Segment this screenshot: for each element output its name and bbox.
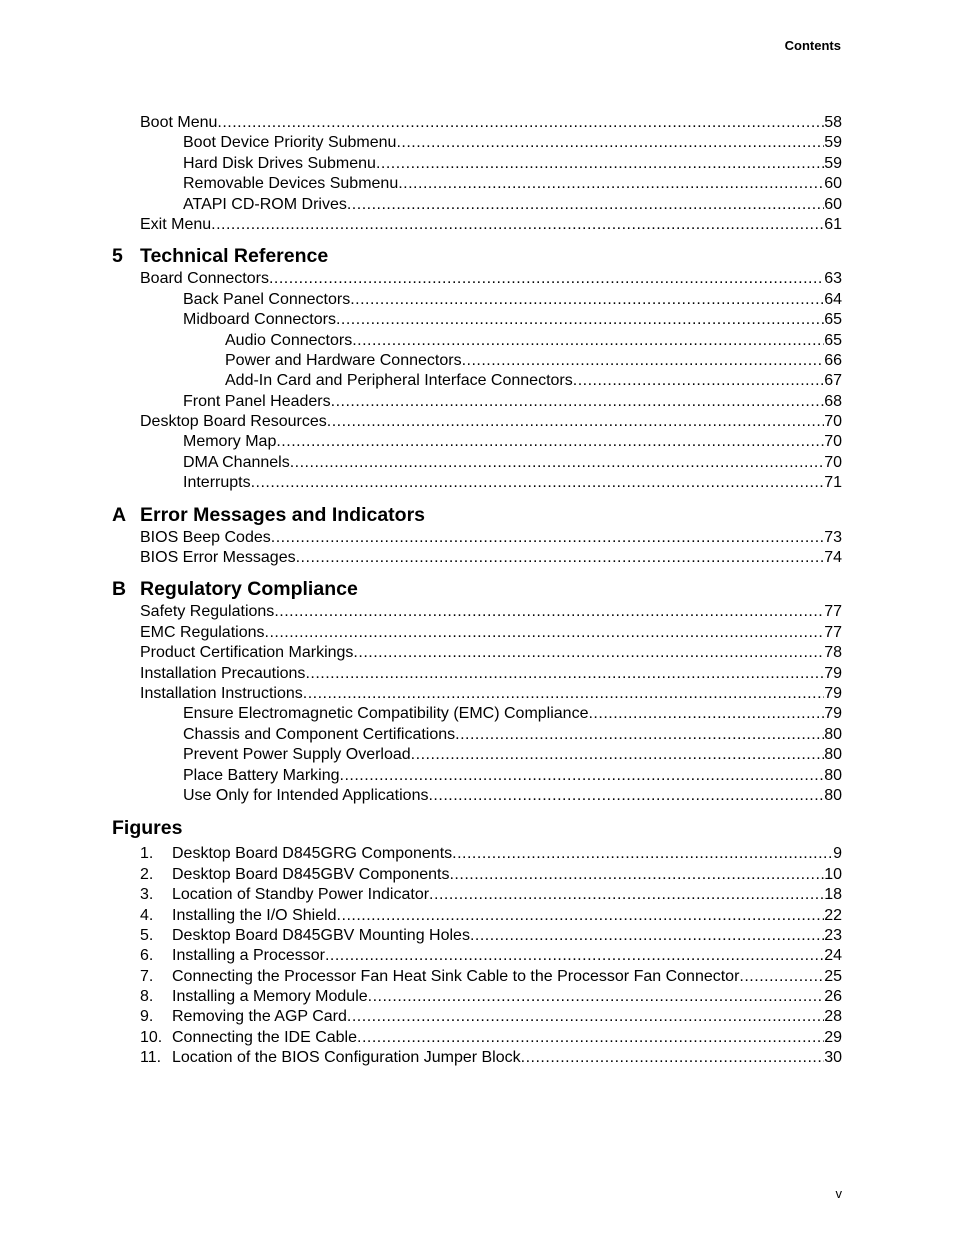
toc-entry[interactable] [112, 154, 842, 174]
toc-entry-page: 61 [824, 215, 842, 233]
toc-entry-title: Audio Connectors [225, 331, 353, 349]
dot-leader [428, 786, 824, 806]
figure-entry[interactable] [112, 865, 842, 885]
figure-entry[interactable] [112, 1007, 842, 1027]
figure-number: 4. [140, 906, 154, 924]
toc-entry-page: 65 [824, 311, 842, 329]
toc-entry-page: 64 [824, 290, 842, 308]
toc-entry[interactable] [112, 664, 842, 684]
toc-entry-title: Ensure Electromagnetic Compatibility (EMC) Compliance [183, 705, 589, 723]
figure-page: 24 [824, 947, 842, 965]
dot-leader [303, 684, 824, 704]
toc-entry-title: Place Battery Marking [183, 766, 340, 784]
toc-entry[interactable] [112, 392, 842, 412]
toc-entry[interactable] [112, 371, 842, 391]
figure-title: Desktop Board D845GRG Components [172, 845, 453, 863]
toc-entry-title: Hard Disk Drives Submenu [183, 154, 376, 172]
figure-entry[interactable] [112, 844, 842, 864]
toc-entry[interactable] [112, 623, 842, 643]
dot-leader [327, 412, 824, 432]
dot-leader [217, 113, 824, 133]
dot-leader [305, 664, 824, 684]
chapter-heading[interactable] [112, 503, 842, 527]
figure-page: 10 [824, 865, 842, 883]
toc-entry[interactable] [112, 351, 842, 371]
toc-entry-page: 67 [824, 372, 842, 390]
toc-entry-title: Front Panel Headers [183, 392, 331, 410]
toc-entry-title: Midboard Connectors [183, 311, 336, 329]
toc-entry-title: Use Only for Intended Applications [183, 786, 429, 804]
dot-leader [276, 432, 824, 452]
dot-leader [290, 453, 824, 473]
figure-number: 3. [140, 886, 154, 904]
toc-entry-page: 65 [824, 331, 842, 349]
chapter-number: A [112, 503, 127, 526]
toc-entry-title: Boot Device Priority Submenu [183, 134, 397, 152]
figure-page: 22 [824, 906, 842, 924]
figure-title: Location of the BIOS Configuration Jumper Block [172, 1049, 521, 1067]
toc-entry-page: 77 [824, 623, 842, 641]
toc-entry-page: 63 [824, 270, 842, 288]
toc-entry-title: BIOS Error Messages [140, 549, 296, 567]
toc-entry[interactable] [112, 725, 842, 745]
toc-entry[interactable] [112, 643, 842, 663]
figure-page: 28 [824, 1008, 842, 1026]
figure-page: 29 [824, 1028, 842, 1046]
toc-entry[interactable] [112, 290, 842, 310]
figure-number: 5. [140, 926, 154, 944]
toc-entry-title: Back Panel Connectors [183, 290, 351, 308]
toc-entry-page: 58 [824, 114, 842, 131]
figure-entry[interactable] [112, 1028, 842, 1048]
dot-leader [452, 844, 833, 864]
dot-leader [462, 351, 825, 371]
dot-leader [211, 215, 824, 235]
dot-leader [340, 766, 825, 786]
toc-entry[interactable] [112, 766, 842, 786]
toc-entry-title: Removable Devices Submenu [183, 175, 399, 193]
toc-entry-title: Boot Menu [140, 114, 218, 131]
dot-leader [251, 473, 825, 493]
dot-leader [429, 885, 824, 905]
toc-entry-page: 66 [824, 351, 842, 369]
figure-title: Installing a Processor [172, 947, 325, 965]
dot-leader [521, 1048, 825, 1068]
figure-page: 18 [824, 886, 842, 904]
dot-leader [588, 704, 824, 724]
toc-entry-page: 60 [824, 175, 842, 193]
figure-title: Location of Standby Power Indicator [172, 886, 430, 904]
toc-entry[interactable] [112, 684, 842, 704]
toc-entry[interactable] [112, 786, 842, 806]
dot-leader [269, 269, 824, 289]
toc-entry-title: Interrupts [183, 474, 251, 492]
figure-entry[interactable] [112, 1048, 842, 1068]
toc-entry-page: 80 [824, 725, 842, 743]
dot-leader [336, 310, 824, 330]
toc-entry-page: 80 [824, 746, 842, 764]
dot-leader [265, 623, 825, 643]
toc-entry-page: 70 [824, 433, 842, 451]
toc-entry-page: 79 [824, 684, 842, 702]
page-number: v [835, 1186, 842, 1201]
dot-leader [573, 371, 824, 391]
toc-entry[interactable] [112, 704, 842, 724]
dot-leader [352, 331, 824, 351]
toc-entry[interactable] [112, 113, 842, 133]
chapter-heading[interactable] [112, 577, 842, 601]
dot-leader [331, 392, 825, 412]
toc-entry[interactable] [112, 745, 842, 765]
dot-leader [739, 967, 824, 987]
dot-leader [396, 133, 824, 153]
dot-leader [368, 987, 825, 1007]
chapter-title: Regulatory Compliance [140, 578, 358, 601]
figure-number: 1. [140, 845, 154, 863]
dot-leader [411, 745, 825, 765]
figures-heading [112, 816, 842, 840]
figures-heading-title: Figures [112, 817, 183, 840]
toc-entry[interactable] [112, 453, 842, 473]
toc-entry-page: 78 [824, 644, 842, 662]
toc-entry[interactable] [112, 174, 842, 194]
toc-entry[interactable] [112, 269, 842, 289]
figure-entry[interactable] [112, 987, 842, 1007]
chapter-number: B [112, 578, 127, 601]
toc-entry-page: 70 [824, 413, 842, 431]
toc-entry-page: 74 [824, 549, 842, 567]
toc-entry-title: Chassis and Component Certifications [183, 725, 456, 743]
figure-title: Installing a Memory Module [172, 988, 368, 1006]
dot-leader [337, 906, 825, 926]
dot-leader [325, 946, 824, 966]
figure-number: 9. [140, 1008, 154, 1026]
figure-entry[interactable] [112, 885, 842, 905]
dot-leader [347, 1007, 824, 1027]
dot-leader [353, 643, 824, 663]
toc-entry[interactable] [112, 432, 842, 452]
toc-entry[interactable] [112, 548, 842, 568]
dot-leader [449, 865, 824, 885]
figure-page: 23 [824, 926, 842, 944]
toc-entry-page: 79 [824, 664, 842, 682]
toc-entry-title: EMC Regulations [140, 623, 265, 641]
chapter-number: 5 [112, 245, 123, 268]
toc-section-continued [112, 113, 842, 235]
toc-entry[interactable] [112, 331, 842, 351]
dot-leader [296, 548, 825, 568]
toc-entry-title: BIOS Beep Codes [140, 528, 271, 546]
toc-entry-page: 70 [824, 453, 842, 471]
chapter-title: Technical Reference [140, 245, 329, 268]
toc-entry-title: DMA Channels [183, 453, 290, 471]
table-of-contents [112, 113, 842, 1069]
dot-leader [376, 154, 824, 174]
running-header: Contents [784, 38, 841, 53]
toc-entry[interactable] [112, 528, 842, 548]
toc-entry-title: Add-In Card and Peripheral Interface Connectors [225, 372, 573, 390]
chapter-title: Error Messages and Indicators [140, 503, 426, 526]
figure-entry[interactable] [112, 967, 842, 987]
dot-leader [350, 290, 824, 310]
figure-page: 25 [824, 967, 842, 985]
toc-entry-title: Desktop Board Resources [140, 413, 327, 431]
toc-entry-title: Power and Hardware Connectors [225, 351, 462, 369]
figure-number: 10. [140, 1028, 163, 1046]
figure-title: Desktop Board D845GBV Mounting Holes [172, 926, 470, 944]
toc-entry[interactable] [112, 215, 842, 235]
toc-entry-page: 73 [824, 528, 842, 546]
toc-entry[interactable] [112, 473, 842, 493]
figure-entry[interactable] [112, 906, 842, 926]
figure-title: Connecting the IDE Cable [172, 1028, 357, 1046]
figure-title: Removing the AGP Card [172, 1008, 347, 1026]
dot-leader [274, 602, 824, 622]
toc-entry[interactable] [112, 195, 842, 215]
toc-entry-page: 77 [824, 603, 842, 621]
toc-entry-title: ATAPI CD-ROM Drives [183, 195, 347, 213]
figure-number: 2. [140, 865, 154, 883]
toc-entry-page: 59 [824, 134, 842, 152]
toc-entry-title: Installation Precautions [140, 664, 306, 682]
figure-title: Installing the I/O Shield [172, 906, 337, 924]
toc-entry-page: 59 [824, 154, 842, 172]
figure-page: 26 [824, 988, 842, 1006]
chapter-heading[interactable] [112, 244, 842, 268]
figure-number: 6. [140, 947, 154, 965]
toc-entry-page: 79 [824, 705, 842, 723]
dot-leader [398, 174, 824, 194]
figure-number: 8. [140, 988, 154, 1006]
figure-title: Connecting the Processor Fan Heat Sink Cable to the Processor Fan Connector [172, 967, 740, 985]
dot-leader [470, 926, 824, 946]
figure-entry[interactable] [112, 946, 842, 966]
toc-entry[interactable] [112, 310, 842, 330]
toc-entry[interactable] [112, 412, 842, 432]
dot-leader [347, 195, 824, 215]
figure-page: 9 [833, 845, 842, 863]
toc-entry-title: Installation Instructions [140, 684, 303, 702]
toc-entry-title: Product Certification Markings [140, 644, 354, 662]
toc-entry-page: 68 [824, 392, 842, 410]
toc-entry-title: Safety Regulations [140, 603, 275, 621]
toc-entry-title: Board Connectors [140, 270, 269, 288]
toc-entry[interactable] [112, 133, 842, 153]
dot-leader [271, 528, 824, 548]
toc-entry-page: 71 [824, 474, 842, 492]
toc-entry-page: 80 [824, 766, 842, 784]
figure-number: 11. [140, 1049, 162, 1067]
toc-entry-title: Prevent Power Supply Overload [183, 746, 411, 764]
toc-entry-title: Memory Map [183, 433, 277, 451]
figure-title: Desktop Board D845GBV Components [172, 865, 450, 883]
toc-entry[interactable] [112, 602, 842, 622]
toc-entry-title: Exit Menu [140, 215, 212, 233]
toc-entry-page: 80 [824, 786, 842, 804]
figure-page: 30 [824, 1049, 842, 1067]
toc-entry-page: 60 [824, 195, 842, 213]
figure-number: 7. [140, 967, 154, 985]
dot-leader [455, 725, 824, 745]
dot-leader [357, 1028, 824, 1048]
figure-entry[interactable] [112, 926, 842, 946]
